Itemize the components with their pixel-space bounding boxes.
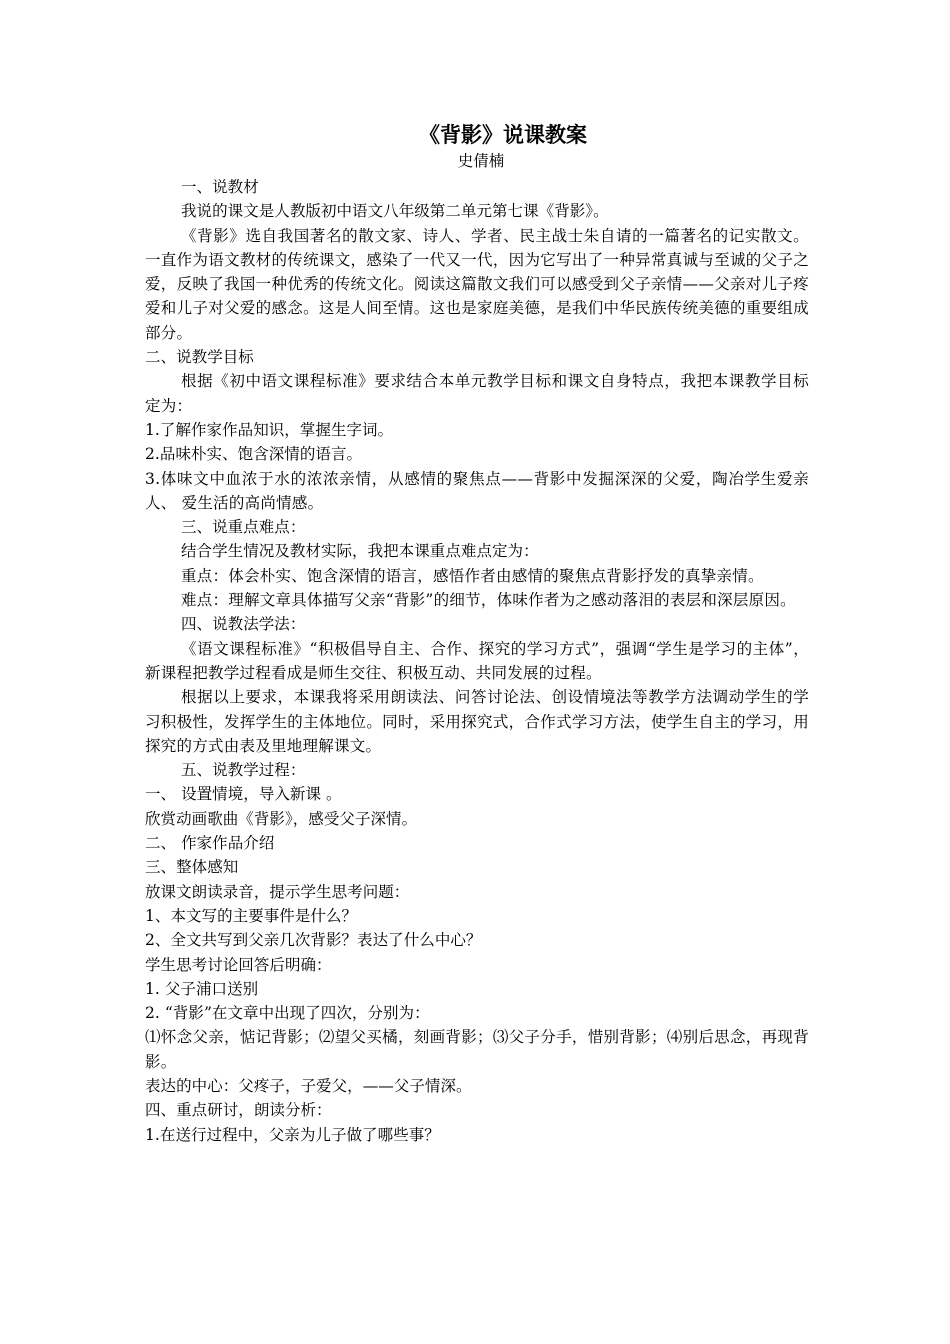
section-heading-methods: 四、说教法学法：: [181, 615, 306, 634]
section-heading-goals: 二、说教学目标: [145, 348, 254, 367]
step-heading: 一、 设置情境，导入新课 。: [145, 785, 342, 804]
paragraph: 难点：理解文章具体描写父亲“背影”的细节，体味作者为之感动落泪的表层和深层原因。: [181, 591, 796, 610]
question-item: 1、本文写的主要事件是什么？: [145, 906, 358, 925]
paragraph: 《背影》选自我国著名的散文家、诗人、学者、民主战士朱自请的一篇著名的记实散文。一直作为语文教材的传统课文，感染了一代又一代，因为它写出了一种异常真诚与至诚的父子之爱，反映了我国一种优秀的传统文化。阅读这篇散文我们可以感受到父子亲情——父亲对儿子疼爱和儿子对父爱的感念。这是人间至情。这也是家庭美德，是我们中华民族传统美德的重要组成部分。: [145, 226, 809, 342]
paragraph: 根据《初中语文课程标准》要求结合本单元教学目标和课文自身特点，我把本课教学目标定为：: [145, 372, 809, 415]
step-heading: 四、重点研讨，朗读分析：: [145, 1101, 332, 1120]
paragraph: 结合学生情况及教材实际，我把本课重点难点定为：: [181, 542, 539, 561]
question-item: 2、全文共写到父亲几次背影？表达了什么中心？: [145, 931, 482, 950]
paragraph: 重点：体会朴实、饱含深情的语言，感悟作者由感情的聚焦点背影抒发的真挚亲情。: [181, 566, 764, 585]
section-heading-textbook: 一、说教材: [181, 178, 259, 196]
answer-item: ⑴怀念父亲，惦记背影；⑵望父买橘，刻画背影；⑶父子分手，惜别背影；⑷别后思念，再现背影。: [145, 1028, 809, 1071]
step-heading: 二、 作家作品介绍: [145, 834, 275, 853]
paragraph: 欣赏动画歌曲《背影》，感受父子深情。: [145, 809, 418, 828]
paragraph: 放课文朗读录音，提示学生思考问题：: [145, 882, 410, 901]
paragraph: 《语文课程标准》“积极倡导自主、合作、探究的学习方式”，强调“学生是学习的主体”，新课程把教学过程看成是师生交往、积极互动、共同发展的过程。: [145, 639, 809, 682]
answer-item: 2. “背影”在文章中出现了四次，分别为：: [145, 1004, 430, 1023]
step-heading: 三、整体感知: [145, 858, 239, 877]
document-title: 《背影》说课教案: [419, 123, 587, 147]
document-page: [145, 120, 809, 1147]
paragraph: 我说的课文是人教版初中语文八年级第二单元第七课《背影》。: [181, 202, 609, 221]
list-item: 3.体味文中血浓于水的浓浓亲情，从感情的聚焦点——背影中发掘深深的父爱，陶冶学生爱亲人、 爱生活的高尚情感。: [145, 469, 809, 512]
question-item: 1.在送行过程中，父亲为儿子做了哪些事？: [145, 1125, 440, 1144]
list-item: 1.了解作家作品知识，掌握生字词。: [145, 420, 394, 439]
paragraph: 学生思考讨论回答后明确：: [145, 955, 332, 974]
paragraph: 表达的中心：父疼子，子爱父，——父子情深。: [145, 1076, 472, 1095]
paragraph: 根据以上要求，本课我将采用朗读法、问答讨论法、创设情境法等教学方法调动学生的学习积极性，发挥学生的主体地位。同时，采用探究式，合作式学习方法，使学生自主的学习，用探究的方式由表及里地理解课文。: [145, 688, 809, 755]
section-heading-process: 五、说教学过程：: [181, 761, 306, 780]
answer-item: 1. 父子浦口送别: [145, 979, 259, 998]
list-item: 2.品味朴实、饱含深情的语言。: [145, 445, 363, 464]
document-author: 史倩楠: [457, 152, 505, 170]
section-heading-key-points: 三、说重点难点：: [181, 518, 306, 537]
